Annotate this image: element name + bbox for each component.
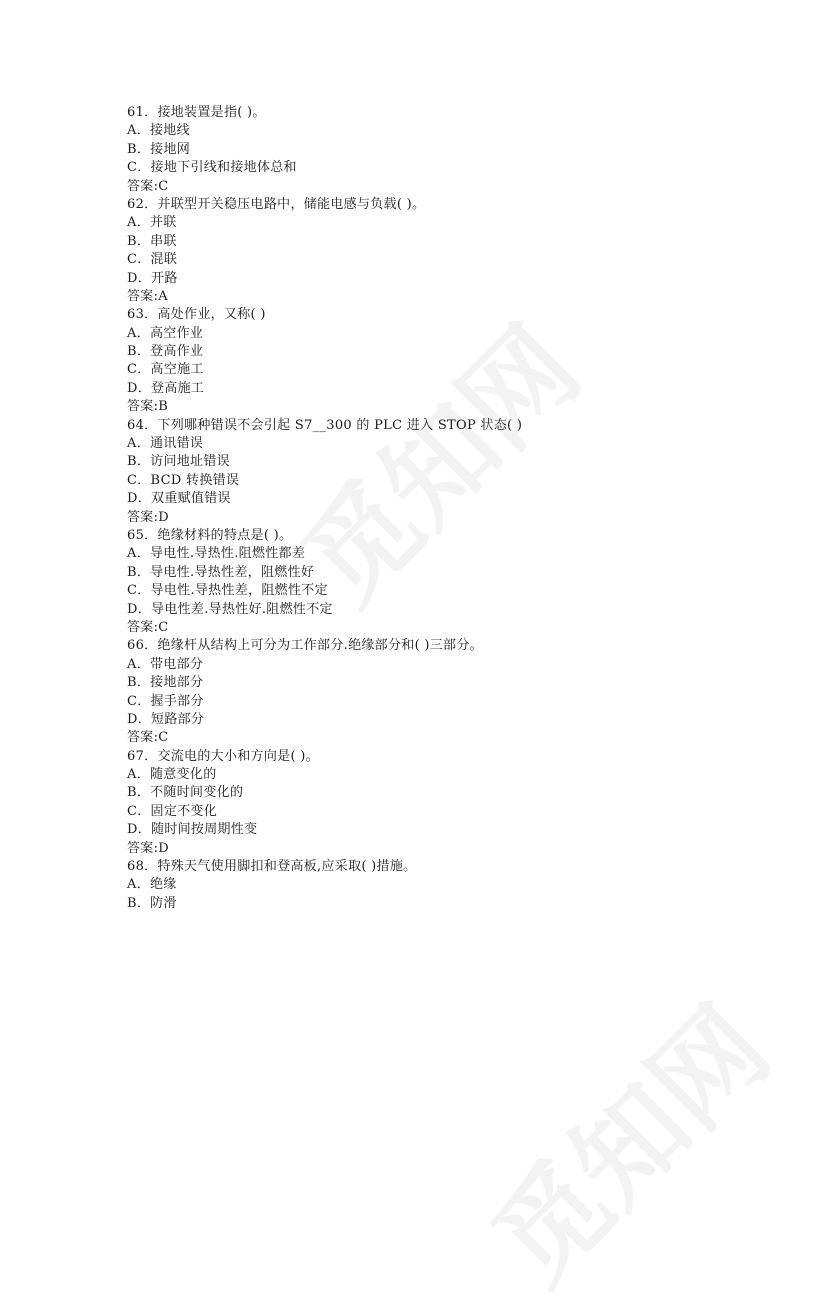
question-option: A．随意变化的	[127, 767, 217, 783]
question-option: C．混联	[127, 252, 178, 268]
question-option: B．访问地址错误	[127, 454, 230, 470]
question-option: A．导电性.导热性.阻燃性都差	[127, 546, 306, 562]
question-answer: 答案:D	[127, 509, 170, 525]
question-option: A．通讯错误	[127, 436, 204, 452]
question-option: A．并联	[127, 215, 177, 231]
question-64	[127, 417, 767, 527]
question-stem: 67．交流电的大小和方向是( )。	[127, 748, 319, 764]
question-68	[127, 858, 767, 913]
question-stem: 61．接地装置是指( )。	[127, 105, 266, 120]
question-65	[127, 527, 767, 637]
question-option: C．BCD 转换错误	[127, 472, 240, 488]
question-option: D．短路部分	[127, 711, 205, 727]
question-66	[127, 637, 767, 747]
question-stem: 63．高处作业，又称( )	[127, 307, 266, 323]
question-option: D．开路	[127, 270, 178, 286]
question-option: A．高空作业	[127, 325, 204, 341]
question-option: D．登高施工	[127, 380, 205, 396]
question-option: C．固定不变化	[127, 803, 218, 819]
question-option: B．登高作业	[127, 344, 204, 360]
question-answer: 答案:C	[127, 619, 169, 635]
question-answer: 答案:C	[127, 178, 169, 194]
question-option: B．接地网	[127, 141, 191, 157]
question-61	[127, 104, 767, 196]
question-answer: 答案:B	[127, 399, 169, 415]
question-option: A．接地线	[127, 123, 190, 139]
question-67	[127, 748, 767, 858]
question-stem: 62．并联型开关稳压电路中，储能电感与负载( )。	[127, 196, 426, 212]
question-option: A．带电部分	[127, 656, 204, 672]
watermark	[452, 966, 797, 1311]
question-answer: 答案:A	[127, 288, 168, 304]
question-option: D．双重赋值错误	[127, 491, 231, 507]
question-option: C．高空施工	[127, 362, 204, 378]
question-stem: 68．特殊天气使用脚扣和登高板,应采取( )措施。	[127, 859, 417, 875]
question-list	[127, 104, 767, 913]
question-stem: 66．绝缘杆从结构上可分为工作部分.绝缘部分和( )三部分。	[127, 638, 483, 654]
question-option: A．绝缘	[127, 877, 177, 893]
question-option: D．导电性差.导热性好.阻燃性不定	[127, 601, 333, 617]
question-option: B．导电性.导热性差，阻燃性好	[127, 564, 315, 580]
question-answer: 答案:D	[127, 840, 170, 856]
question-stem: 64．下列哪种错误不会引起 S7__300 的 PLC 进入 STOP 状态( )	[127, 417, 523, 433]
question-stem: 65．绝缘材料的特点是( )。	[127, 527, 293, 543]
question-63	[127, 306, 767, 416]
question-62	[127, 196, 767, 306]
question-option: C．握手部分	[127, 693, 204, 709]
question-option: C．导电性.导热性差，阻燃性不定	[127, 583, 328, 599]
question-option: B．不随时间变化的	[127, 785, 244, 801]
question-answer: 答案:C	[127, 730, 169, 746]
question-option: B．防滑	[127, 895, 177, 911]
question-option: C．接地下引线和接地体总和	[127, 160, 297, 176]
question-option: D．随时间按周期性变	[127, 822, 258, 838]
question-option: B．接地部分	[127, 675, 204, 691]
question-option: B．串联	[127, 233, 177, 249]
